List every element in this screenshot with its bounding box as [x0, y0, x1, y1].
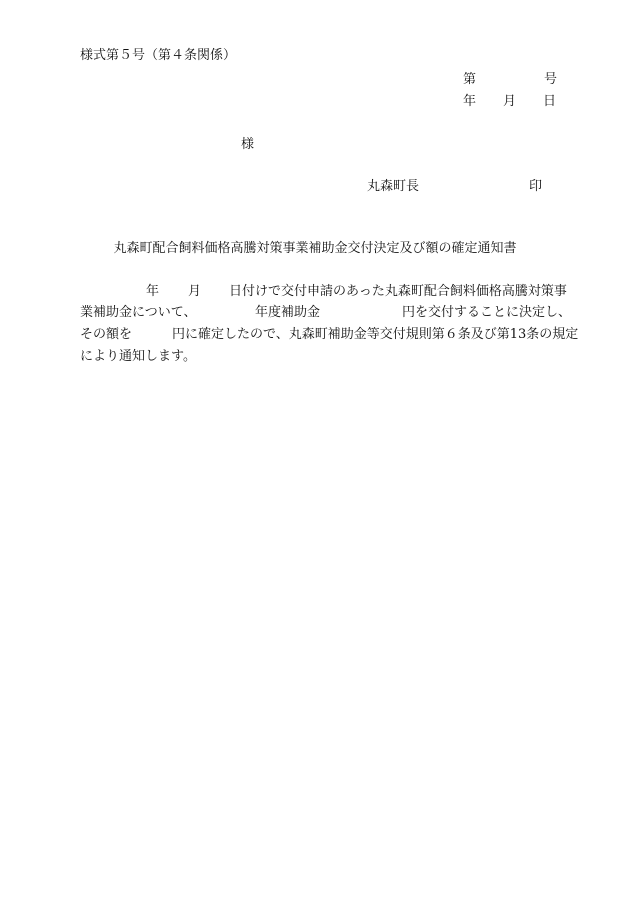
- body-line2-start: 業補助金について、: [80, 305, 197, 320]
- body-line2-end: 円を交付することに決定し、: [402, 305, 572, 320]
- body-line4: により通知します。: [80, 349, 196, 364]
- document-title: 丸森町配合飼料価格高騰対策事業補助金交付決定及び額の確定通知書: [113, 241, 517, 256]
- body-line1-month: 月: [188, 284, 202, 299]
- date-day: 日: [543, 94, 557, 109]
- seal-mark: 印: [529, 179, 543, 194]
- body-line1-text: 日付けで交付申請のあった丸森町配合飼料価格高騰対策事: [229, 284, 567, 299]
- body-line3-end: 円に確定したので、丸森町補助金等交付規則第６条及び第13条の規定: [172, 327, 579, 342]
- document-number-suffix: 号: [544, 72, 558, 87]
- date-year: 年: [463, 94, 477, 109]
- form-reference: 様式第５号（第４条関係）: [80, 48, 237, 63]
- body-line1-year: 年: [146, 284, 160, 299]
- issuer-title: 丸森町長: [367, 179, 420, 194]
- addressee-suffix: 様: [241, 137, 255, 152]
- date-month: 月: [503, 94, 517, 109]
- body-line2-middle: 年度補助金: [255, 305, 321, 320]
- document-number-prefix: 第: [463, 72, 477, 87]
- body-line3-start: その額を: [80, 327, 133, 342]
